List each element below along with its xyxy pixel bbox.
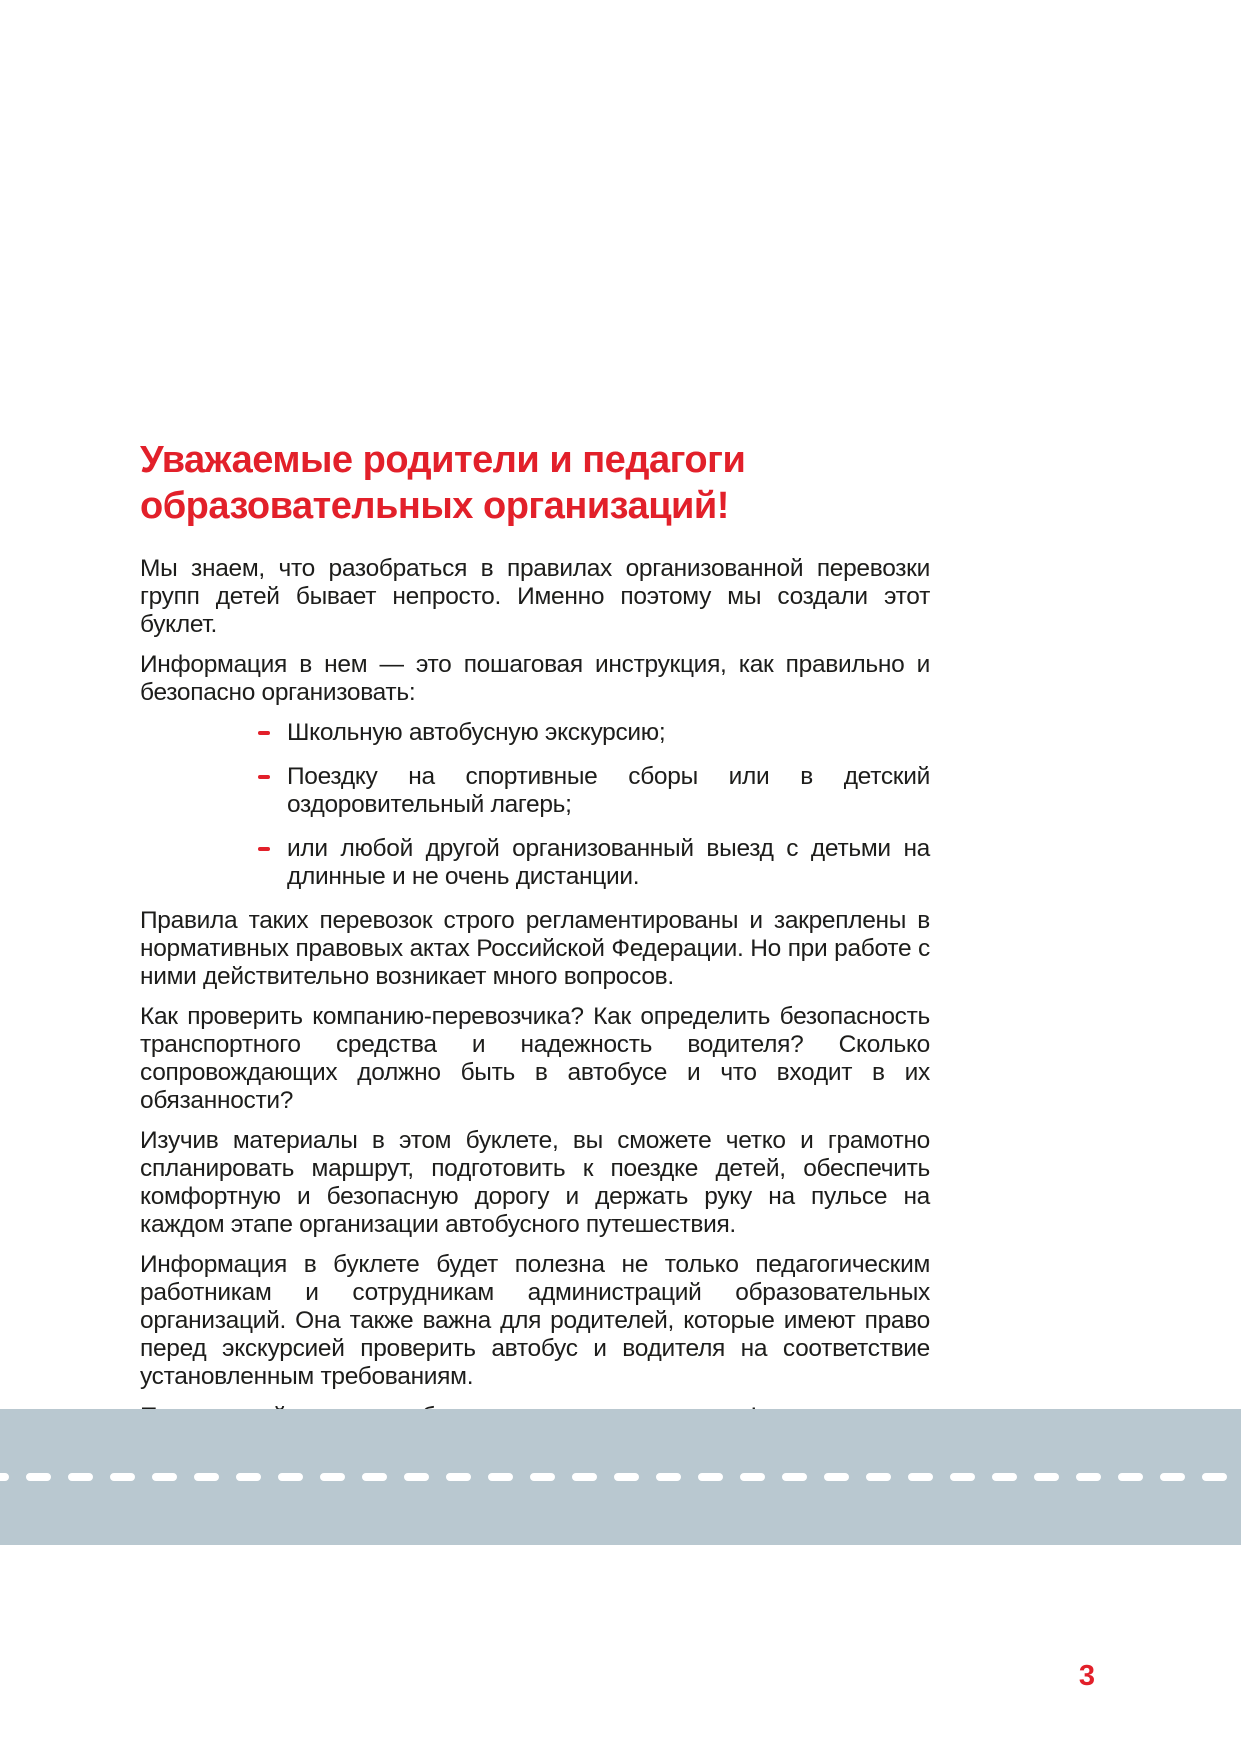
road-band-graphic xyxy=(0,1409,1241,1545)
rules-paragraph: Правила таких перевозок строго регламентированы и закреплены в нормативных правовых актах Российской Федерации. Но при работе с ними действительно возникает много вопросов. xyxy=(140,907,930,990)
list-item xyxy=(140,835,930,891)
intro-paragraph: Мы знаем, что разобраться в правилах организованной перевозки групп детей бывает непросто. Именно поэтому мы создали этот буклет. xyxy=(140,555,930,638)
dash-bullet-icon xyxy=(258,731,270,735)
page-number: 3 xyxy=(1078,1660,1095,1692)
list-item-text: или любой другой организованный выезд с детьми на длинные и не очень дистанции. xyxy=(287,835,930,890)
dash-bullet-icon xyxy=(258,775,270,779)
dash-bullet-icon xyxy=(258,847,270,851)
list-item xyxy=(140,719,930,747)
benefits-paragraph: Изучив материалы в этом буклете, вы сможете четко и грамотно спланировать маршрут, подготовить к поездке детей, обеспечить комфортную и безопасную дорогу и держать руку на пульсе на каждом этапе организации автобусного путешествия. xyxy=(140,1127,930,1238)
page-title-line-2: образовательных организаций! xyxy=(140,485,729,527)
page-content xyxy=(140,437,930,1431)
list-item xyxy=(140,763,930,819)
list-item-text: Поездку на спортивные сборы или в детский оздоровительный лагерь; xyxy=(287,763,930,818)
page-title-line-1: Уважаемые родители и педагоги xyxy=(140,439,746,481)
page-title xyxy=(140,437,930,529)
audience-paragraph: Информация в буклете будет полезна не только педагогическим работникам и сотрудникам администраций образовательных организаций. Она также важна для родителей, которые имеют право перед экскурсией проверить автобус и водителя на соответствие установленным требованиям. xyxy=(140,1251,930,1390)
trip-types-list xyxy=(140,719,930,891)
road-dashed-line-icon xyxy=(0,1472,1241,1482)
list-item-text: Школьную автобусную экскурсию; xyxy=(287,719,666,746)
questions-paragraph: Как проверить компанию-перевозчика? Как определить безопасность транспортного средства и надежность водителя? Сколько сопровождающих должно быть в автобусе и что входит в их обязанности? xyxy=(140,1003,930,1114)
list-lead-paragraph: Информация в нем — это пошаговая инструкция, как правильно и безопасно организовать: xyxy=(140,651,930,706)
